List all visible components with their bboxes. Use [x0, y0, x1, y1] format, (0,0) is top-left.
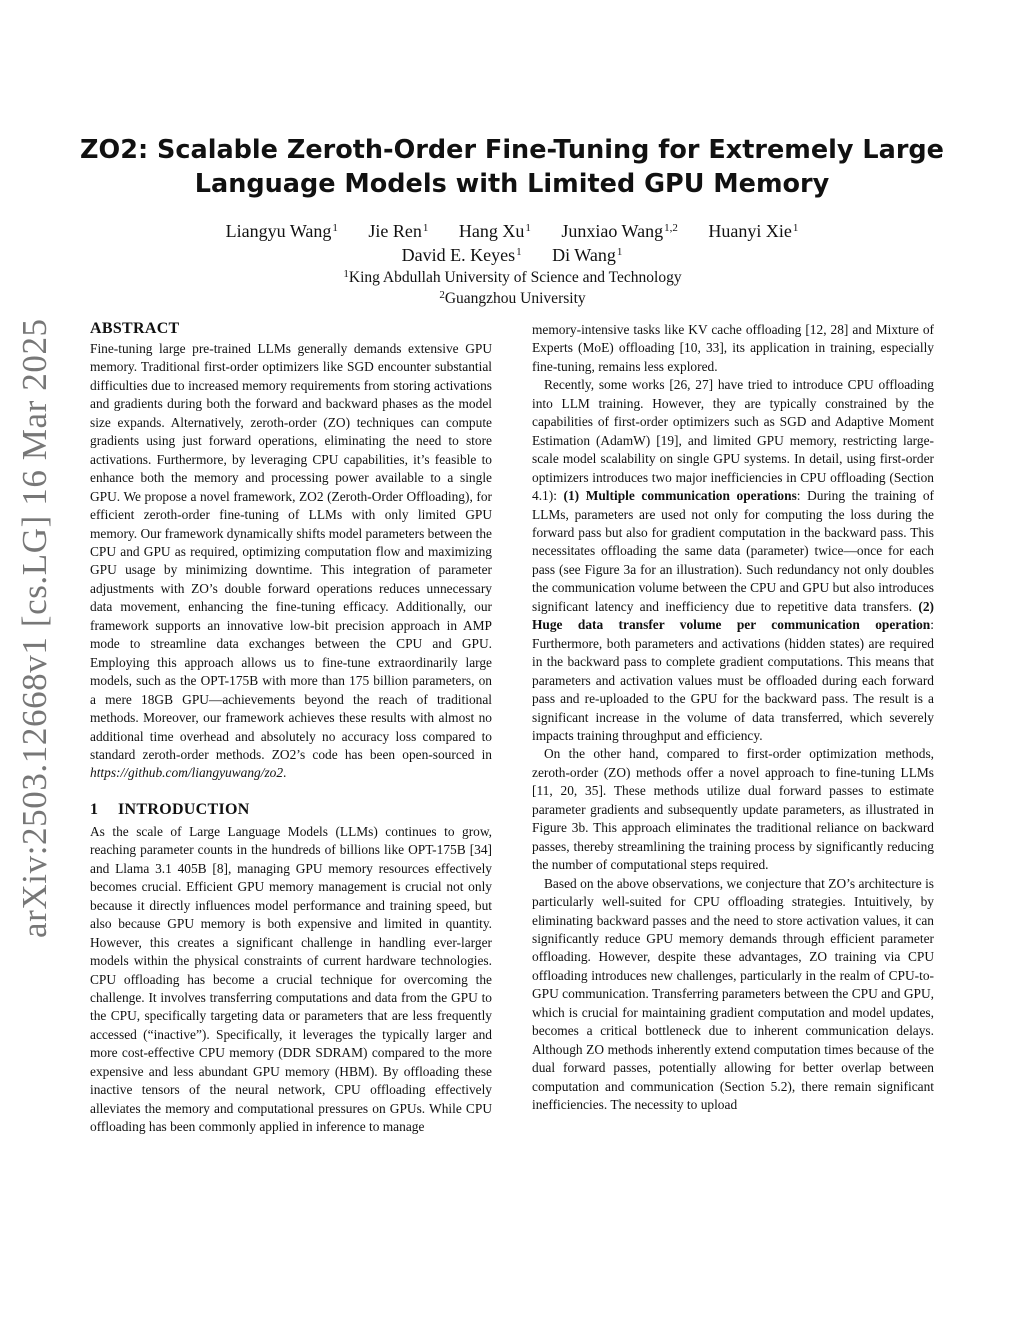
author: David E. Keyes$^1$	[401, 245, 522, 265]
author-block	[60, 219, 964, 309]
abstract-body: Fine-tuning large pre-trained LLMs generally demands extensive GPU memory. Traditional first-order optimizers like SGD encounter substantial difficulties due to increased memory requirements from storing activations and gradients during both the forward and backward phases as the model size expands. Alternatively, zeroth-order (ZO) techniques can compute gradients using just forward operations, eliminating the need to store activations. Furthermore, by leveraging CPU capabilities, it’s feasible to enhance both the memory and processing power available to a single GPU. We propose a novel framework, ZO2 (Zeroth-Order Offloading), for efficient zeroth-order fine-tuning of LLMs with only limited GPU memory. Our framework dynamically shifts model parameters between the CPU and GPU as required, optimizing computation flow and maximizing GPU usage by minimizing downtime. This integration of parameter adjustments with ZO’s double forward operations reduces unnecessary data movement, enhancing the fine-tuning efficacy. Additionally, our framework supports an innovative low-bit precision approach in AMP mode to streamline data exchanges between the CPU and GPU. Employing this approach allows us to fine-tune extraordinarily large models, such as the OPT-175B with more than 175 billion parameters, on a mere 18GB GPU—achievements beyond the reach of traditional methods. Moreover, our framework achieves these results with almost no additional time overhead and absolutely no accuracy loss compared to standard zeroth-order methods. ZO2’s code has been open-sourced in https://github.com/liangyuwang/zo2.	[90, 341, 492, 781]
intro-paragraph-2: Recently, some works [26, 27] have tried to introduce CPU offloading into LLM training. However, they are typically constrained by the capabilities of first-order optimizers such as SGD and Adaptive Moment Estimation (AdamW) [19], and limited GPU memory, restricting large-scale model scalability on single GPU systems. In detail, using first-order optimizers introduces two major inefficiencies in CPU offloading (Section 4.1): (1) Multiple communication operations: During the training of LLMs, parameters are used not only for computing the loss during the forward pass but also for gradient computation in the backward pass. This necessitates offloading the same data (parameter) twice—once for each pass (see Figure 3a for an illustration). Such redundancy not only doubles the communication volume between the CPU and GPU but also introduces significant latency and inefficiency due to repetitive data transfers. (2) Huge data transfer volume per communication operation: Furthermore, both parameters and activations (hidden states) are required in the backward pass to complete gradient computations. This means that parameters and activation values must be offloaded during each forward pass and re-uploaded to the GPU for the backward pass. The result is a significant increase in the volume of data transferred, which severely impacts training throughput and efficiency.	[532, 377, 934, 743]
author: Liangyu Wang$^1$	[225, 221, 338, 241]
left-column	[90, 318, 492, 1137]
author: Hang Xu$^1$	[458, 221, 531, 241]
author: Huanyi Xie$^1$	[708, 221, 799, 241]
author: Jie Ren$^1$	[368, 221, 429, 241]
author-row-2	[60, 243, 964, 267]
author: Di Wang$^1$	[552, 245, 623, 265]
arxiv-identifier: arXiv:2503.12668v1 [cs.LG] 16 Mar 2025	[15, 318, 54, 938]
section-heading-introduction: 1 INTRODUCTION	[90, 800, 250, 818]
abstract-heading: ABSTRACT	[90, 320, 180, 337]
code-link[interactable]: https://github.com/liangyuwang/zo2	[90, 765, 284, 781]
affiliation: $^2$Guangzhou University	[439, 289, 586, 307]
intro-paragraph-1-continued: memory-intensive tasks like KV cache offloading [12, 28] and Mixture of Experts (MoE) offloading [10, 33], its application in training, especially fine-tuning, remains less explored.	[532, 322, 934, 374]
intro-paragraph-4: Based on the above observations, we conjecture that ZO’s architecture is particularly well-suited for CPU offloading strategies. Intuitively, by eliminating backward passes and the need to store activation values, it can significantly reduce GPU memory demands through efficient parameter offloading. However, despite these advantages, ZO training via CPU offloading introduces new challenges, particularly in the realm of CPU-to-GPU communication. Transferring parameters between the CPU and GPU, which is crucial for maintaining gradient computation and model updates, becomes a critical bottleneck due to inherent communication delays. Although ZO methods inherently extend computation times because of the dual forward passes, potentially allowing for better overlap between computation and communication (Section 5.2), there remain significant inefficiencies. The necessity to upload	[532, 875, 934, 1113]
author: Junxiao Wang$^{1,2}$	[561, 221, 678, 241]
intro-paragraph-3: On the other hand, compared to first-order optimization methods, zeroth-order (ZO) methods offer a novel approach to fine-tuning LLMs [11, 20, 35]. These methods utilize dual forward passes to estimate parameter gradients and subsequently update parameters, as illustrated in Figure 3b. This approach eliminates the traditional reliance on backward passes, thereby streamlining the training process by significantly reducing the number of computational steps required.	[532, 746, 934, 873]
author-row-1	[60, 219, 964, 243]
intro-paragraph-1: As the scale of Large Language Models (LLMs) continues to grow, reaching parameter counts in the hundreds of billions like OPT-175B [34] and Llama 3.1 405B [8], managing GPU memory resources effectively becomes crucial. Efficient GPU memory management is crucial not only because it directly influences model performance and training speed, but also because GPU memory is both expensive and limited in quantity. However, this creates a significant challenge in handling ever-larger models within the physical constraints of current hardware technologies. CPU offloading has become a crucial technique for overcoming the challenge. It involves transferring computations and data from the GPU to the CPU, specifically targeting data or parameters that are less frequently accessed (“inactive”). Specifically, it leverages the typically larger and more cost-effective CPU memory (DDR SDRAM) compared to the more expensive and less abundant GPU memory (HBM). By offloading these inactive tensors of the neural network, CPU offloading effectively alleviates the memory and computational pressures on GPUs. While CPU offloading has been commonly applied in inference to manage	[90, 823, 492, 1135]
title-line-1: ZO2: Scalable Zeroth-Order Fine-Tuning for Extremely Large	[80, 135, 944, 165]
affiliation: $^1$King Abdullah University of Science and Technology	[343, 268, 682, 286]
paper-title	[60, 133, 964, 201]
right-column	[532, 321, 934, 1114]
title-line-2: Language Models with Limited GPU Memory	[194, 169, 830, 199]
arxiv-sidebar	[14, 318, 56, 938]
